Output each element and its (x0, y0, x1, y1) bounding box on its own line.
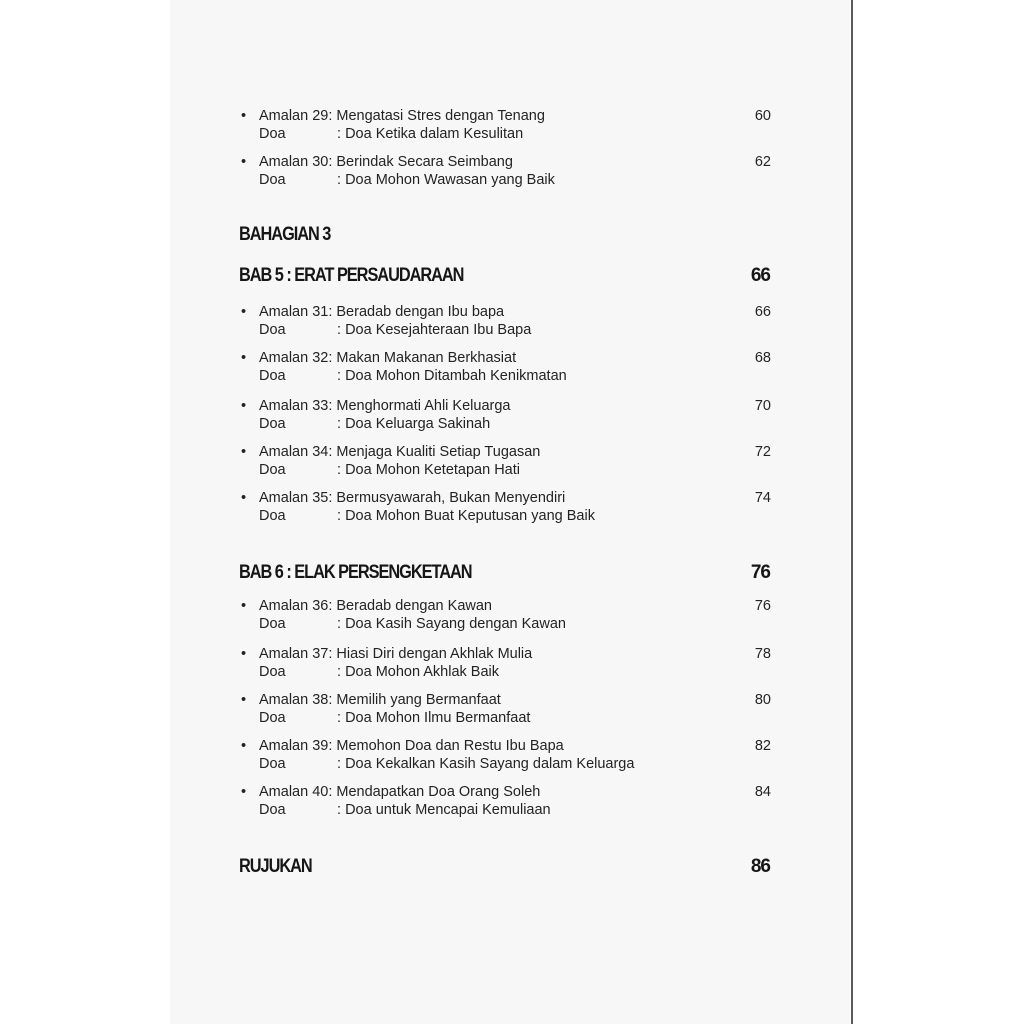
doa-label: Doa (259, 508, 286, 524)
rujukan-heading: RUJUKAN (239, 856, 312, 877)
doa-label: Doa (259, 802, 286, 818)
page-edge (851, 0, 853, 1024)
toc-entry-38: • Amalan 38: Memilih yang Bermanfaat 80 Doa : Doa Mohon Ilmu Bermanfaat (241, 692, 771, 726)
doa-title: Doa Keluarga Sakinah (345, 416, 491, 432)
toc-entry-34: • Amalan 34: Menjaga Kualiti Setiap Tugasan 72 Doa : Doa Mohon Ketetapan Hati (241, 444, 771, 478)
doa-title: Doa Mohon Akhlak Baik (345, 664, 500, 680)
doa-title: Doa Kesejahteraan Ibu Bapa (345, 322, 532, 338)
page-number: 82 (754, 738, 771, 754)
page-number: 80 (754, 692, 771, 708)
toc-entry-31: • Amalan 31: Beradab dengan Ibu bapa 66 Doa : Doa Kesejahteraan Ibu Bapa (241, 304, 771, 338)
toc-entry-35: • Amalan 35: Bermusyawarah, Bukan Menyendiri 74 Doa : Doa Mohon Buat Keputusan yang Baik (241, 490, 771, 524)
bullet: • (241, 154, 247, 170)
chapter-heading-bab5: BAB 5 : ERAT PERSAUDARAAN (239, 265, 464, 286)
page-number: 70 (754, 398, 771, 414)
doa-label: Doa (259, 462, 286, 478)
doa-label: Doa (259, 710, 286, 726)
chapter-page-number: 66 (750, 265, 770, 286)
bullet: • (241, 398, 247, 414)
page-number: 60 (754, 108, 771, 124)
page-number: 66 (754, 304, 771, 320)
doa-title: Doa Mohon Ditambah Kenikmatan (345, 368, 567, 384)
amalan-title: Amalan 39: Memohon Doa dan Restu Ibu Bapa (259, 738, 564, 754)
doa-title: Doa Mohon Buat Keputusan yang Baik (345, 508, 595, 524)
amalan-title: Amalan 32: Makan Makanan Berkhasiat (259, 350, 517, 366)
bullet: • (241, 490, 247, 506)
bullet: • (241, 598, 247, 614)
bullet: • (241, 108, 247, 124)
amalan-title: Amalan 35: Bermusyawarah, Bukan Menyendiri (259, 490, 566, 506)
bullet: • (241, 444, 247, 460)
page-number: 84 (754, 784, 771, 800)
bullet: • (241, 784, 247, 800)
amalan-title: Amalan 33: Menghormati Ahli Keluarga (259, 398, 511, 414)
amalan-title: Amalan 29: Mengatasi Stres dengan Tenang (259, 108, 545, 124)
doa-title: Doa untuk Mencapai Kemuliaan (345, 802, 551, 818)
doa-label: Doa (259, 172, 286, 188)
doa-title: Doa Mohon Ilmu Bermanfaat (345, 710, 531, 726)
page-number: 62 (754, 154, 771, 170)
bullet: • (241, 738, 247, 754)
toc-entry-36: • Amalan 36: Beradab dengan Kawan 76 Doa : Doa Kasih Sayang dengan Kawan (241, 598, 771, 632)
page-number: 74 (754, 490, 771, 506)
rujukan-page-number: 86 (750, 856, 770, 877)
page-number: 68 (754, 350, 771, 366)
bullet: • (241, 692, 247, 708)
doa-title: Doa Mohon Wawasan yang Baik (345, 172, 555, 188)
amalan-title: Amalan 30: Berindak Secara Seimbang (259, 154, 513, 170)
chapter-heading-bab6: BAB 6 : ELAK PERSENGKETAAN (239, 562, 472, 583)
doa-label: Doa (259, 664, 286, 680)
toc-entry-40: • Amalan 40: Mendapatkan Doa Orang Soleh 84 Doa : Doa untuk Mencapai Kemuliaan (241, 784, 771, 818)
page-number: 72 (754, 444, 771, 460)
page-number: 76 (754, 598, 771, 614)
doa-label: Doa (259, 322, 286, 338)
doa-label: Doa (259, 368, 286, 384)
doa-label: Doa (259, 416, 286, 432)
toc-entry-30: • Amalan 30: Berindak Secara Seimbang 62 Doa : Doa Mohon Wawasan yang Baik (241, 154, 771, 188)
doa-title: Doa Ketika dalam Kesulitan (345, 126, 524, 142)
doa-title: Doa Kekalkan Kasih Sayang dalam Keluarga (345, 756, 635, 772)
amalan-title: Amalan 38: Memilih yang Bermanfaat (259, 692, 501, 708)
amalan-title: Amalan 31: Beradab dengan Ibu bapa (259, 304, 505, 320)
toc-entry-39: • Amalan 39: Memohon Doa dan Restu Ibu Bapa 82 Doa : Doa Kekalkan Kasih Sayang dalam Keluarga (241, 738, 771, 772)
section-heading-bahagian: BAHAGIAN 3 (239, 224, 331, 245)
toc-entry-37: • Amalan 37: Hiasi Diri dengan Akhlak Mulia 78 Doa : Doa Mohon Akhlak Baik (241, 646, 771, 680)
toc-entry-32: • Amalan 32: Makan Makanan Berkhasiat 68 Doa : Doa Mohon Ditambah Kenikmatan (241, 350, 771, 384)
doa-label: Doa (259, 756, 286, 772)
bullet: • (241, 304, 247, 320)
doa-label: Doa (259, 616, 286, 632)
toc-entry-33: • Amalan 33: Menghormati Ahli Keluarga 70 Doa : Doa Keluarga Sakinah (241, 398, 771, 432)
chapter-page-number: 76 (750, 562, 770, 583)
amalan-title: Amalan 34: Menjaga Kualiti Setiap Tugasan (259, 444, 541, 460)
toc-entry-29: • Amalan 29: Mengatasi Stres dengan Tenang 60 Doa : Doa Ketika dalam Kesulitan (241, 108, 771, 142)
bullet: • (241, 350, 247, 366)
doa-title: Doa Kasih Sayang dengan Kawan (345, 616, 566, 632)
doa-label: Doa (259, 126, 286, 142)
amalan-title: Amalan 36: Beradab dengan Kawan (259, 598, 492, 614)
bullet: • (241, 646, 247, 662)
page-number: 78 (754, 646, 771, 662)
doa-title: Doa Mohon Ketetapan Hati (345, 462, 520, 478)
amalan-title: Amalan 40: Mendapatkan Doa Orang Soleh (259, 784, 541, 800)
amalan-title: Amalan 37: Hiasi Diri dengan Akhlak Mulia (259, 646, 533, 662)
